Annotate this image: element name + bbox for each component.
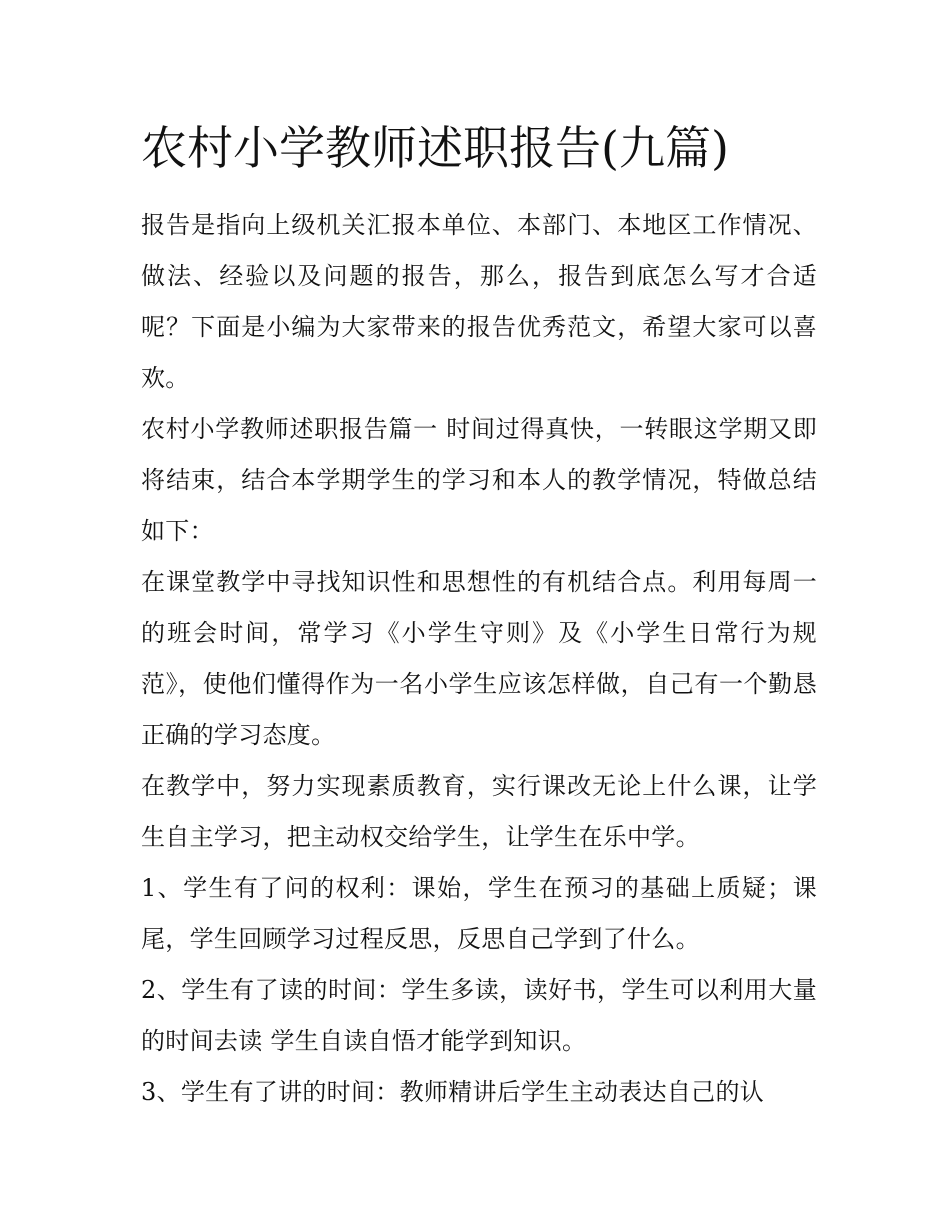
list-item-ask: 1、学生有了问的权利：课始，学生在预习的基础上质疑；课尾，学生回顾学习过程反思，反思自己学到了什么。	[141, 874, 817, 953]
list-item-speak: 3、学生有了讲的时间：教师精讲后学生主动表达自己的认	[141, 1078, 765, 1106]
paragraph-section-one: 农村小学教师述职报告篇一 时间过得真快，一转眼这学期又即将结束，结合本学期学生的学习和本人的教学情况，特做总结如下：	[141, 415, 817, 545]
page-title: 农村小学教师述职报告(九篇)	[141, 121, 729, 175]
paragraph-classroom: 在课堂教学中寻找知识性和思想性的有机结合点。利用每周一的班会时间，常学习《小学生守则》及《小学生日常行为规范》，使他们懂得作为一名小学生应该怎样做，自己有一个勤恳正确的学习态度。	[141, 568, 817, 749]
document-body	[141, 200, 817, 1118]
list-item-read: 2、学生有了读的时间：学生多读，读好书，学生可以利用大量的时间去读 学生自读自悟才能学到知识。	[141, 976, 817, 1055]
paragraph-intro: 报告是指向上级机关汇报本单位、本部门、本地区工作情况、做法、经验以及问题的报告，那么，报告到底怎么写才合适呢？下面是小编为大家带来的报告优秀范文，希望大家可以喜欢。	[141, 211, 817, 392]
paragraph-teaching: 在教学中，努力实现素质教育，实行课改无论上什么课，让学生自主学习，把主动权交给学生，让学生在乐中学。	[141, 772, 817, 851]
